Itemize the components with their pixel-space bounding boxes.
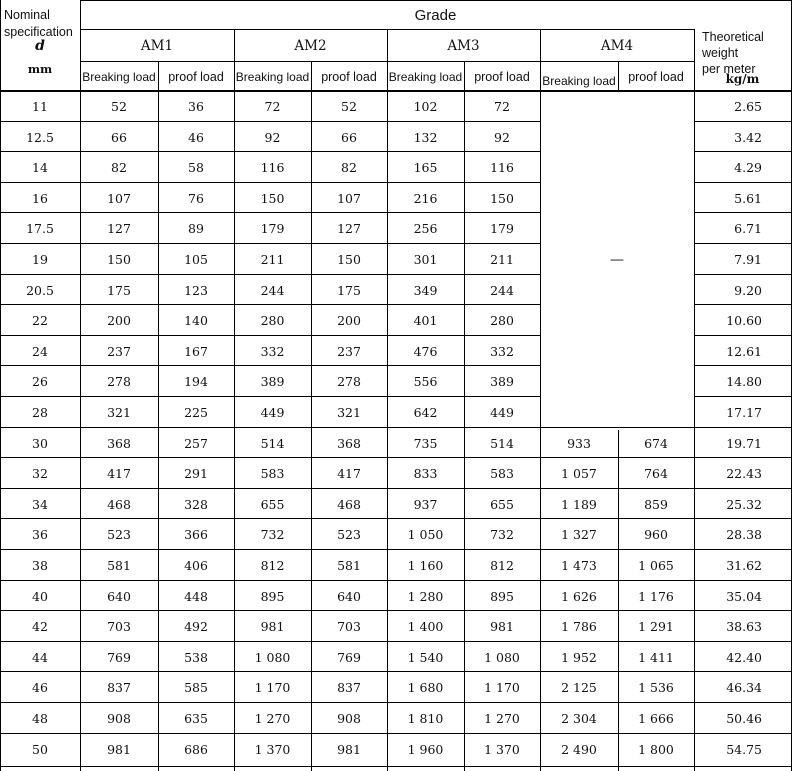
am1-proof-load-cell: 46	[188, 129, 204, 145]
am3-proof-load-cell: 280	[490, 313, 514, 328]
row-divider	[694, 335, 792, 336]
am3-breaking-load-cell: 1 680	[407, 680, 444, 695]
nominal-d-cell: 42	[32, 619, 48, 634]
am3-breaking-load-cell: 1 050	[407, 527, 444, 542]
row-divider	[0, 427, 694, 428]
am4-proof-load-cell: 1 536	[638, 680, 674, 695]
am2-breaking-load-cell: 583	[260, 466, 285, 481]
am3-breaking-load-cell: 401	[413, 313, 438, 328]
row-divider	[694, 702, 792, 703]
am1-am2-divider	[234, 29, 235, 771]
am2-proof-load-cell: 468	[337, 496, 361, 512]
nominal-d-cell: 36	[32, 527, 48, 542]
am1-proof-load-cell: 538	[184, 649, 208, 665]
am1-proof-load-cell: 194	[184, 374, 208, 389]
am2-proof-load-cell: 581	[337, 558, 361, 573]
am1-breaking-load-header: Breaking load	[82, 69, 156, 84]
am3-breaking-load-cell: 102	[413, 99, 438, 114]
am3-proof-load-cell: 895	[490, 588, 514, 604]
am2-inner-divider	[311, 61, 312, 771]
am3-breaking-load-cell: 1 810	[407, 711, 444, 726]
weight-cell: 46.34	[726, 680, 762, 695]
am2-proof-load-cell: 368	[337, 435, 361, 451]
nominal-d-cell: 32	[32, 466, 48, 481]
am2-proof-load-cell: 107	[337, 190, 361, 206]
row-divider	[0, 580, 694, 581]
am4-proof-load-cell	[618, 122, 694, 152]
am3-proof-load-cell: 732	[490, 527, 514, 542]
bottom-border	[0, 766, 792, 767]
am4-breaking-load-cell: 1 952	[561, 649, 597, 665]
am1-proof-load-cell: 366	[184, 527, 208, 542]
am2-proof-load-cell: 66	[341, 129, 357, 145]
am2-breaking-load-cell: 1 270	[254, 711, 291, 726]
nominal-d-cell: 17.5	[26, 221, 54, 236]
am1-breaking-load-cell: 200	[107, 313, 131, 328]
nominal-d-cell: 24	[32, 343, 48, 359]
row-divider	[694, 580, 792, 581]
am4-breaking-load-cell: 2 490	[561, 741, 597, 757]
am3-proof-load-cell: 244	[490, 282, 514, 298]
am4-proof-load-cell: 960	[644, 527, 668, 542]
am1-proof-load-cell: 585	[184, 680, 208, 695]
am1-breaking-load-cell: 468	[107, 496, 131, 512]
nominal-d-cell: 30	[32, 435, 48, 451]
am1-breaking-load-cell: 417	[107, 466, 131, 481]
am4-breaking-load-cell	[540, 213, 618, 244]
am1-breaking-load-cell: 127	[107, 221, 131, 236]
am2-proof-load-cell: 237	[337, 343, 361, 359]
nominal-d-cell: 50	[32, 741, 48, 757]
row-divider	[0, 457, 694, 458]
nominal-unit: mm	[27, 62, 53, 76]
am1-breaking-load-cell: 703	[107, 619, 131, 634]
am3-proof-load-cell: 389	[490, 374, 514, 389]
am3-breaking-load-cell: 349	[413, 282, 438, 298]
am2-breaking-load-cell: 179	[260, 221, 285, 236]
am4-proof-load-cell: 1 800	[638, 741, 674, 757]
am3-breaking-load-cell: 642	[413, 405, 438, 420]
row-divider	[0, 151, 540, 152]
row-divider	[0, 243, 540, 244]
am4-breaking-load-cell: 1 473	[561, 558, 597, 573]
am1-breaking-load-cell: 237	[107, 343, 131, 359]
am3-breaking-load-cell: 556	[413, 374, 438, 389]
group-header-am3: AM3	[447, 37, 480, 54]
am3-proof-load-cell: 655	[490, 496, 514, 512]
am4-breaking-load-cell: 2 125	[561, 680, 597, 695]
weight-cell: 42.40	[726, 649, 762, 665]
am4-proof-load-cell: 1 411	[638, 649, 674, 665]
am3-proof-load-cell: 211	[490, 252, 514, 267]
row-divider	[0, 121, 540, 122]
am4-breaking-load-cell: 1 327	[561, 527, 597, 542]
am2-breaking-load-header: Breaking load	[235, 69, 310, 84]
am4-proof-load-cell	[618, 91, 694, 122]
am1-breaking-load-cell: 523	[107, 527, 131, 542]
weight-cell: 12.61	[726, 343, 762, 359]
am4-header-inner-divider	[618, 61, 619, 91]
am1-proof-load-cell: 635	[184, 711, 208, 726]
am3-breaking-load-cell: 1 400	[407, 619, 444, 634]
nominal-d-cell: 40	[32, 588, 48, 604]
am4-breaking-load-cell: 1 057	[561, 466, 597, 481]
am3-proof-load-cell: 1 170	[484, 680, 520, 695]
nominal-d-cell: 11	[32, 99, 48, 114]
am1-breaking-load-cell: 278	[107, 374, 131, 389]
am2-breaking-load-cell: 449	[260, 405, 285, 420]
nominal-d-cell: 44	[32, 649, 48, 665]
am2-proof-load-cell: 837	[337, 680, 361, 695]
nominal-d-cell: 48	[32, 711, 48, 726]
nominal-d-cell: 26	[32, 374, 48, 389]
row-divider	[0, 702, 694, 703]
nominal-d-cell: 38	[32, 558, 48, 573]
weight-cell: 6.71	[734, 221, 762, 236]
weight-cell: 28.38	[726, 527, 762, 542]
group-header-am2: AM2	[294, 37, 327, 54]
am1-breaking-load-cell: 321	[107, 405, 131, 420]
group-header-am4: AM4	[600, 37, 634, 54]
am1-proof-load-cell: 257	[184, 435, 208, 451]
weight-cell: 10.60	[726, 313, 762, 328]
am2-proof-load-cell: 127	[337, 221, 361, 236]
am1-proof-load-cell: 225	[184, 405, 208, 420]
am3-breaking-load-cell: 132	[413, 129, 438, 145]
row-divider	[0, 518, 694, 519]
am3-breaking-load-cell: 1 540	[407, 649, 444, 665]
nominal-d-cell: 20.5	[26, 282, 54, 298]
am4-missing-mark: —	[610, 252, 624, 268]
am2-breaking-load-cell: 895	[260, 588, 285, 604]
am3-inner-divider	[464, 61, 465, 771]
row-divider	[694, 457, 792, 458]
am4-breaking-load-cell	[540, 336, 618, 366]
am2-breaking-load-cell: 655	[260, 496, 285, 512]
row-divider	[0, 549, 694, 550]
am1-breaking-load-cell: 640	[107, 588, 131, 604]
am4-breaking-load-cell: 1 626	[561, 588, 597, 604]
am1-breaking-load-cell: 908	[107, 711, 131, 726]
row-divider	[0, 304, 540, 305]
am1-proof-load-cell: 89	[188, 221, 204, 236]
row-divider	[694, 151, 792, 152]
am3-proof-load-cell: 1 080	[484, 649, 520, 665]
am2-breaking-load-cell: 1 080	[254, 649, 291, 665]
row-divider	[694, 671, 792, 672]
row-divider	[694, 518, 792, 519]
top-border	[80, 0, 792, 1]
am4-proof-load-cell: 1 666	[638, 711, 674, 726]
row-divider	[694, 182, 792, 183]
am3-breaking-load-header: Breaking load	[388, 69, 463, 84]
am2-proof-load-cell: 200	[337, 313, 361, 328]
am1-proof-load-cell: 123	[184, 282, 208, 298]
am1-inner-divider	[158, 61, 159, 771]
row-divider	[0, 182, 540, 183]
row-divider	[0, 671, 694, 672]
row-divider	[694, 243, 792, 244]
am1-breaking-load-cell: 837	[107, 680, 131, 695]
am1-proof-load-cell: 105	[184, 252, 208, 267]
row-divider	[694, 274, 792, 275]
header-bottom-border	[0, 90, 792, 92]
nominal-label-line2: specification	[4, 25, 73, 39]
nominal-d-cell: 46	[32, 680, 48, 695]
am4-proof-load-cell	[618, 336, 694, 366]
am3-proof-load-cell: 116	[490, 160, 514, 175]
weight-cell: 50.46	[726, 711, 762, 726]
am1-proof-load-cell: 406	[184, 558, 208, 573]
weight-cell: 25.32	[726, 496, 762, 512]
row-divider	[694, 733, 792, 734]
am1-breaking-load-cell: 981	[107, 741, 131, 757]
am1-proof-load-header: proof load	[168, 69, 224, 84]
am1-proof-load-cell: 492	[184, 619, 208, 634]
nominal-d-cell: 28	[32, 405, 48, 420]
am1-breaking-load-cell: 581	[107, 558, 131, 573]
row-divider	[694, 549, 792, 550]
row-divider	[694, 212, 792, 213]
am3-breaking-load-cell: 256	[413, 221, 438, 236]
am2-proof-load-cell: 523	[337, 527, 361, 542]
row-divider	[694, 488, 792, 489]
grade-header: Grade	[414, 6, 457, 24]
weight-cell: 17.17	[726, 405, 762, 420]
am3-proof-load-cell: 1 270	[484, 711, 520, 726]
left-border	[0, 0, 1, 771]
weight-cell: 38.63	[726, 619, 762, 634]
am2-breaking-load-cell: 732	[260, 527, 285, 542]
row-divider	[0, 733, 694, 734]
am3-proof-load-cell: 1 370	[484, 741, 520, 757]
am1-breaking-load-cell: 769	[107, 649, 131, 665]
am4-proof-load-cell: 764	[644, 466, 668, 481]
am2-proof-load-cell: 417	[337, 466, 361, 481]
am3-breaking-load-cell: 476	[413, 343, 438, 359]
row-divider	[0, 610, 694, 611]
am1-breaking-load-cell: 66	[111, 129, 127, 145]
am2-proof-load-cell: 908	[337, 711, 361, 726]
am4-proof-load-cell: 1 176	[638, 588, 674, 604]
row-divider	[694, 304, 792, 305]
am2-breaking-load-cell: 1 170	[254, 680, 291, 695]
am3-proof-load-cell: 981	[490, 619, 514, 634]
am2-breaking-load-cell: 92	[264, 129, 281, 145]
am2-proof-load-cell: 769	[337, 649, 361, 665]
am3-proof-load-cell: 583	[490, 466, 514, 481]
am4-proof-load-cell: 674	[644, 435, 668, 451]
am4-breaking-load-header: Breaking load	[542, 73, 616, 88]
weight-label-line1: Theoretical	[702, 30, 764, 44]
am4-breaking-load-cell	[540, 366, 618, 397]
am2-proof-load-cell: 981	[337, 741, 361, 757]
am3-breaking-load-cell: 1 280	[407, 588, 444, 604]
am1-breaking-load-cell: 175	[107, 282, 131, 298]
nominal-symbol: d	[35, 38, 45, 54]
am4-proof-load-cell	[618, 244, 694, 275]
am3-breaking-load-cell: 301	[413, 252, 438, 267]
row-divider	[0, 335, 540, 336]
am1-proof-load-cell: 686	[184, 741, 208, 757]
am2-proof-load-cell: 175	[337, 282, 361, 298]
weight-label-line2: weight	[702, 46, 739, 60]
row-divider	[0, 396, 540, 397]
am2-breaking-load-cell: 280	[260, 313, 285, 328]
weight-cell: 9.20	[734, 282, 762, 298]
am3-proof-load-cell: 514	[490, 435, 514, 451]
am4-breaking-load-cell	[540, 275, 618, 305]
weight-cell: 54.75	[726, 741, 762, 757]
am2-breaking-load-cell: 812	[260, 558, 285, 573]
am4-breaking-load-cell: 2 304	[561, 711, 597, 726]
am3-proof-load-cell: 179	[490, 221, 514, 236]
am4-breaking-load-cell	[540, 305, 618, 336]
row-divider	[694, 121, 792, 122]
weight-cell: 5.61	[734, 190, 762, 206]
am4-proof-load-cell	[618, 305, 694, 336]
am1-proof-load-cell: 76	[188, 190, 204, 206]
am4-weight-divider	[694, 29, 695, 771]
am3-proof-load-cell: 92	[494, 129, 510, 145]
am4-proof-load-cell: 859	[644, 496, 668, 512]
nominal-column-divider	[80, 0, 81, 771]
am4-breaking-load-cell	[540, 91, 618, 122]
weight-cell: 4.29	[734, 160, 762, 175]
am2-breaking-load-cell: 1 370	[254, 741, 291, 757]
am1-breaking-load-cell: 368	[107, 435, 131, 451]
am2-breaking-load-cell: 150	[260, 190, 285, 206]
row-divider	[0, 274, 540, 275]
am4-breaking-load-cell: 1 189	[561, 496, 597, 512]
am1-breaking-load-cell: 82	[111, 160, 127, 175]
am3-proof-load-cell: 332	[490, 343, 514, 359]
am2-breaking-load-cell: 389	[260, 374, 285, 389]
am2-breaking-load-cell: 211	[260, 252, 285, 267]
am2-proof-load-header: proof load	[321, 69, 377, 84]
am2-breaking-load-cell: 981	[260, 619, 285, 634]
nominal-d-cell: 34	[32, 496, 48, 512]
am1-proof-load-cell: 58	[188, 160, 204, 175]
am2-proof-load-cell: 52	[341, 99, 357, 114]
row-divider	[694, 610, 792, 611]
am3-proof-load-cell: 812	[490, 558, 514, 573]
am4-breaking-load-cell	[540, 152, 618, 183]
weight-cell: 19.71	[726, 435, 762, 451]
weight-cell: 7.91	[734, 252, 762, 267]
row-divider	[0, 365, 540, 366]
weight-unit: kg/m	[725, 72, 760, 86]
am2-breaking-load-cell: 514	[260, 435, 285, 451]
am4-proof-load-cell	[618, 275, 694, 305]
am2-proof-load-cell: 278	[337, 374, 361, 389]
am2-breaking-load-cell: 116	[260, 160, 285, 175]
am1-proof-load-cell: 167	[184, 343, 208, 359]
nominal-d-cell: 19	[32, 252, 48, 267]
am4-breaking-load-cell: 933	[567, 435, 591, 451]
am2-proof-load-cell: 703	[337, 619, 361, 634]
row-divider	[694, 641, 792, 642]
am2-am3-divider	[387, 29, 388, 771]
am3-proof-load-cell: 72	[494, 99, 510, 114]
am4-breaking-load-cell	[540, 397, 618, 428]
am1-breaking-load-cell: 107	[107, 190, 131, 206]
am1-breaking-load-cell: 150	[107, 252, 131, 267]
weight-label-line3: per meter	[702, 62, 756, 76]
row-divider	[0, 488, 694, 489]
am3-breaking-load-cell: 216	[413, 190, 438, 206]
am4-breaking-load-cell	[540, 244, 618, 275]
am3-am4-divider	[540, 29, 541, 771]
am4-proof-load-cell: 1 291	[638, 619, 674, 634]
am3-breaking-load-cell: 1 160	[407, 558, 444, 573]
am3-breaking-load-cell: 1 960	[407, 741, 444, 757]
row-divider	[0, 641, 694, 642]
am2-proof-load-cell: 321	[337, 405, 361, 420]
row-divider	[694, 427, 792, 428]
weight-cell: 3.42	[734, 129, 762, 145]
am3-proof-load-cell: 150	[490, 190, 514, 206]
am4-breaking-load-cell	[540, 183, 618, 213]
weight-cell: 35.04	[726, 588, 762, 604]
am4-breaking-load-cell: 1 786	[561, 619, 597, 634]
am3-breaking-load-cell: 833	[413, 466, 438, 481]
am2-proof-load-cell: 640	[337, 588, 361, 604]
am2-breaking-load-cell: 332	[260, 343, 285, 359]
am3-proof-load-cell: 449	[490, 405, 514, 420]
am4-proof-load-cell	[618, 152, 694, 183]
row-divider	[694, 396, 792, 397]
am4-proof-load-cell	[618, 397, 694, 428]
am4-proof-load-cell	[618, 366, 694, 397]
weight-cell: 22.43	[726, 466, 762, 481]
am1-proof-load-cell: 291	[184, 466, 208, 481]
am4-breaking-load-cell	[540, 122, 618, 152]
am1-proof-load-cell: 448	[184, 588, 208, 604]
nominal-label-line1: Nominal	[4, 8, 50, 22]
am4-proof-load-header: proof load	[628, 69, 684, 84]
am1-proof-load-cell: 140	[184, 313, 208, 328]
am2-proof-load-cell: 150	[337, 252, 361, 267]
am2-breaking-load-cell: 72	[264, 99, 281, 114]
row-divider	[694, 365, 792, 366]
group-header-am1: AM1	[140, 37, 174, 54]
am3-breaking-load-cell: 937	[413, 496, 438, 512]
am3-proof-load-header: proof load	[474, 69, 530, 84]
am1-breaking-load-cell: 52	[111, 99, 127, 114]
am3-breaking-load-cell: 165	[413, 160, 438, 175]
nominal-d-cell: 14	[32, 160, 48, 175]
am1-proof-load-cell: 328	[184, 496, 208, 512]
weight-cell: 2.65	[734, 99, 762, 114]
am1-proof-load-cell: 36	[188, 99, 204, 114]
am4-proof-load-cell: 1 065	[638, 558, 674, 573]
row-divider	[0, 212, 540, 213]
weight-cell: 31.62	[726, 558, 762, 573]
am4-proof-load-cell	[618, 183, 694, 213]
am2-breaking-load-cell: 244	[260, 282, 285, 298]
am2-proof-load-cell: 82	[341, 160, 357, 175]
weight-cell: 14.80	[726, 374, 762, 389]
am3-breaking-load-cell: 735	[413, 435, 438, 451]
am4-proof-load-cell	[618, 213, 694, 244]
nominal-d-cell: 12.5	[26, 129, 54, 145]
am4-inner-divider	[618, 430, 619, 771]
nominal-d-cell: 16	[32, 190, 48, 206]
nominal-d-cell: 22	[32, 313, 48, 328]
